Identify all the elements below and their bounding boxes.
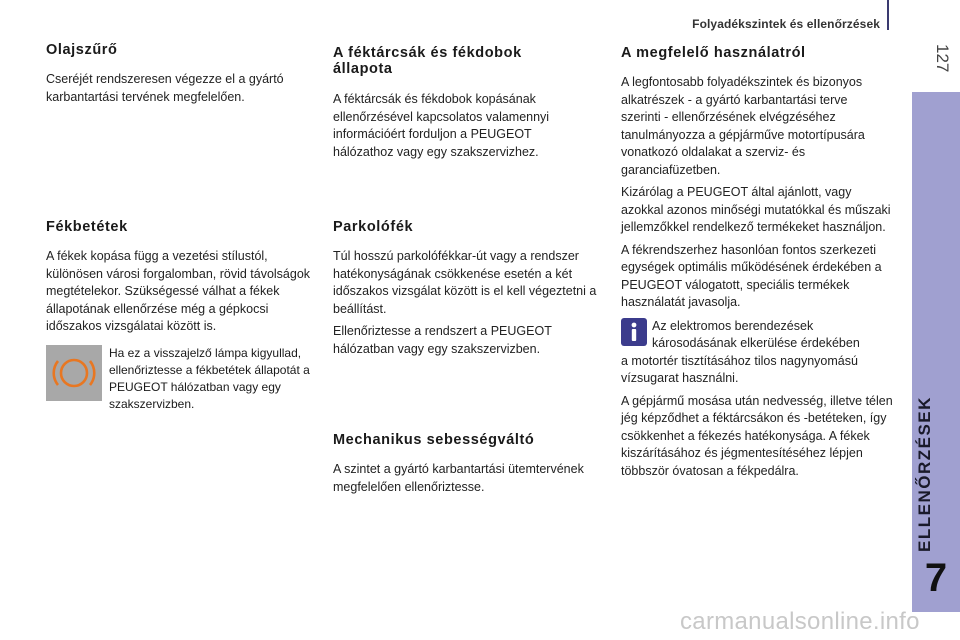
section-title: A féktárcsák és fékdobok állapota: [333, 45, 522, 77]
info-icon: [621, 318, 647, 346]
section-gearbox: [333, 432, 605, 496]
brake-warning-lamp-icon: [46, 345, 102, 401]
section-discs: [333, 45, 605, 161]
section-parking-brake: [333, 219, 605, 358]
chapter-label: ELLENŐRZÉSEK: [915, 396, 934, 552]
section-oil-filter: [46, 42, 321, 106]
paragraph: A legfontosabb folyadékszintek és bizonyos alkatrészek - a gyártó karbantartási terve szerinti - ellenőrzésének elvégzéséhez tanulmányozza a gépjárműve motortípusára vonatkozó oldalakat a szerviz- és garanciafüzetben.: [621, 75, 865, 177]
section-text: A fékek kopása függ a vezetési stílustól, különösen városi forgalomban, rövid távolságok megtételekor. Szükségessé válhat a fékek állapotának ellenőrzése még a gépkocsi időszakos vizsgálatai között is.: [46, 249, 311, 333]
chapter-number: 7: [924, 556, 948, 600]
section-title: A megfelelő használatról: [621, 45, 806, 61]
section-usage: [621, 45, 896, 480]
paragraph: Kizárólag a PEUGEOT által ajánlott, vagy azokkal azonos minőségi mutatókkal és műszaki jellemzőkkel rendelkező termékeket használjon.: [621, 185, 891, 234]
section-text: A szintet a gyártó karbantartási ütemtervének megfelelően ellenőriztesse.: [333, 462, 584, 494]
section-text: Ellenőriztesse a rendszert a PEUGEOT hálózatban vagy egy szakszervizben.: [333, 324, 552, 356]
section-text: Cseréjét rendszeresen végezze el a gyártó karbantartási tervének megfelelően.: [46, 72, 284, 104]
info-text-rest: a motortér tisztításához tilos nagynyomású vízsugarat használni.: [621, 353, 858, 385]
watermark: carmanualsonline.info: [680, 608, 920, 635]
info-note: [621, 318, 896, 353]
section-title: Fékbetétek: [46, 219, 128, 235]
section-brake-pads: [46, 219, 321, 336]
header-divider: [887, 0, 889, 30]
warning-text: Ha ez a visszajelző lámpa kigyullad, ellenőriztesse a fékbetétek állapotát a PEUGEOT hálózatban vagy egy szakszervizben.: [109, 346, 310, 411]
page-number: 127: [933, 44, 952, 73]
brake-warning-note: [46, 345, 321, 415]
paragraph: A fékrendszerhez hasonlóan fontos szerkezeti egységek optimális működésének érdekében a PEUGEOT válogatott, speciális termékek használatát javasolja.: [621, 242, 882, 309]
section-text: Túl hosszú parkolófékkar-út vagy a rendszer hatékonyságának csökkenése esetén a két időszakos vizsgálat között is el kell végeztetni a beállítást.: [333, 249, 597, 316]
section-title: Mechanikus sebességváltó: [333, 432, 535, 448]
section-title: Parkolófék: [333, 219, 414, 235]
info-text-first: Az elektromos berendezések károsodásának elkerülése érdekében: [652, 318, 860, 350]
running-header: Folyadékszintek és ellenőrzések: [692, 17, 880, 31]
section-text: A féktárcsák és fékdobok kopásának ellenőrzésével kapcsolatos valamennyi információért forduljon a PEUGEOT hálózathoz vagy egy szakszervizhez.: [333, 92, 550, 159]
section-title: Olajszűrő: [46, 42, 118, 58]
paragraph: A gépjármű mosása után nedvesség, illetve télen jég képződhet a féktárcsákon és -betéteken, így csökkenhet a fékezés hatékonysága. A fékek kiszárításához és jégmentesítéséhez lépjen többször óvatosan a fékpedálra.: [621, 393, 893, 478]
